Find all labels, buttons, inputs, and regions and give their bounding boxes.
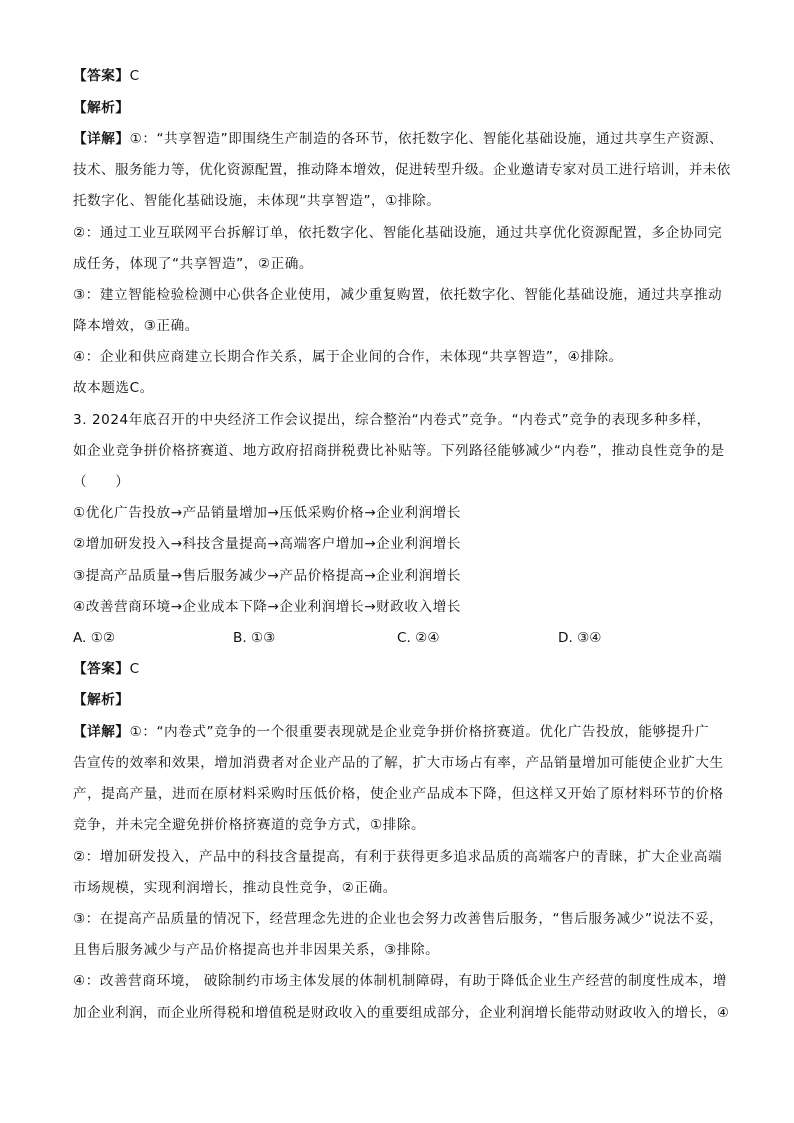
q3-stem-line: 如企业竞争拼价格挤赛道、地方政府招商拼税费比补贴等。下列路径能够减少“内卷”，推动良性竞争的是 <box>73 443 725 459</box>
q2-detail-line: ③：建立智能检验检测中心供各企业使用，减少重复购置，依托数字化、智能化基础设施，通过共享推动 <box>73 287 723 303</box>
detail-text: ①：“共享智造”即围绕生产制造的各环节，依托数字化、智能化基础设施，通过共享生产资源、 <box>129 131 724 147</box>
q3-detail-line: 竞争，并未完全避免拼价格挤赛道的竞争方式，①排除。 <box>73 817 426 833</box>
q2-conclusion: 故本题选C。 <box>73 380 154 396</box>
option-a: A. ①② <box>73 630 116 646</box>
q2-detail-line: 托数字化、智能化基础设施，未体现“共享智造”，①排除。 <box>73 193 441 209</box>
q3-detail-line: 市场规模，实现利润增长，推动良性竞争，②正确。 <box>73 880 397 896</box>
detail-text: ①：“内卷式”竞争的一个很重要表现就是企业竞争拼价格挤赛道。优化广告投放，能够提升广 <box>129 724 710 740</box>
q3-path-item: ①优化广告投放→产品销量增加→压低采购价格→企业利润增长 <box>73 505 462 521</box>
q2-analysis-heading <box>73 98 733 118</box>
q3-analysis-heading <box>73 690 733 710</box>
answer-tag: 【答案】 <box>73 68 130 84</box>
option-c: C. ②④ <box>397 630 440 646</box>
option-d: D. ③④ <box>558 630 602 646</box>
answer-value: C <box>129 661 140 677</box>
q3-answer-blank: （ ） <box>73 474 130 490</box>
analysis-tag: 【解析】 <box>73 692 130 708</box>
q2-detail-line: 技术、服务能力等，优化资源配置，推动降本增效，促进转型升级。企业邀请专家对员工进行培训，并未依 <box>73 162 731 178</box>
q3-stem-line: 3. 2024年底召开的中央经济工作会议提出，综合整治“内卷式”竞争。“内卷式”竞争的表现多种多样， <box>73 412 711 428</box>
q3-path-item: ④改善营商环境→企业成本下降→企业利润增长→财政收入增长 <box>73 599 462 615</box>
q2-answer <box>73 66 733 86</box>
q3-detail-line: 且售后服务减少与产品价格提高也并非因果关系，③排除。 <box>73 942 440 958</box>
q3-answer <box>73 659 733 679</box>
analysis-tag: 【解析】 <box>73 100 130 116</box>
detail-tag: 【详解】 <box>73 131 130 147</box>
q2-detail-line: 降本增效，③正确。 <box>73 318 199 334</box>
option-b: B. ①③ <box>233 630 276 646</box>
q3-detail-line: ④：改善营商环境， 破除制约市场主体发展的体制机制障碍，有助于降低企业生产经营的制度性成本，增 <box>73 973 728 989</box>
q2-detail-line: ②：通过工业互联网平台拆解订单，依托数字化、智能化基础设施，通过共享优化资源配置，多企协同完 <box>73 225 723 241</box>
q3-detail-line: 加企业利润，而企业所得税和增值税是财政收入的重要组成部分，企业利润增长能带动财政收入的增长，④ <box>73 1005 730 1021</box>
q3-detail-line: ②：增加研发投入，产品中的科技含量提高，有利于获得更多追求品质的高端客户的青睐，扩大企业高端 <box>73 849 723 865</box>
q2-detail-line: ④：企业和供应商建立长期合作关系，属于企业间的合作，未体现“共享智造”，④排除。 <box>73 349 623 365</box>
q3-path-item: ③提高产品质量→售后服务减少→产品价格提高→企业利润增长 <box>73 568 462 584</box>
q3-path-item: ②增加研发投入→科技含量提高→高端客户增加→企业利润增长 <box>73 536 462 552</box>
q3-detail-line: 告宣传的效率和效果，增加消费者对企业产品的了解，扩大市场占有率，产品销量增加可能使企业扩大生 <box>73 755 724 771</box>
q3-detail-line: 产，提高产量，进而在原材料采购时压低价格，使企业产品成本下降，但这样又开始了原材料环节的价格 <box>73 786 724 802</box>
q2-detail-line <box>73 129 733 149</box>
detail-tag: 【详解】 <box>73 724 130 740</box>
answer-value: C <box>129 68 140 84</box>
answer-tag: 【答案】 <box>73 661 130 677</box>
q2-detail-line: 成任务，体现了“共享智造”，②正确。 <box>73 256 314 272</box>
q3-detail-line <box>73 722 733 742</box>
q3-detail-line: ③：在提高产品质量的情况下，经营理念先进的企业也会努力改善售后服务，“售后服务减少”说法不妥， <box>73 911 724 927</box>
